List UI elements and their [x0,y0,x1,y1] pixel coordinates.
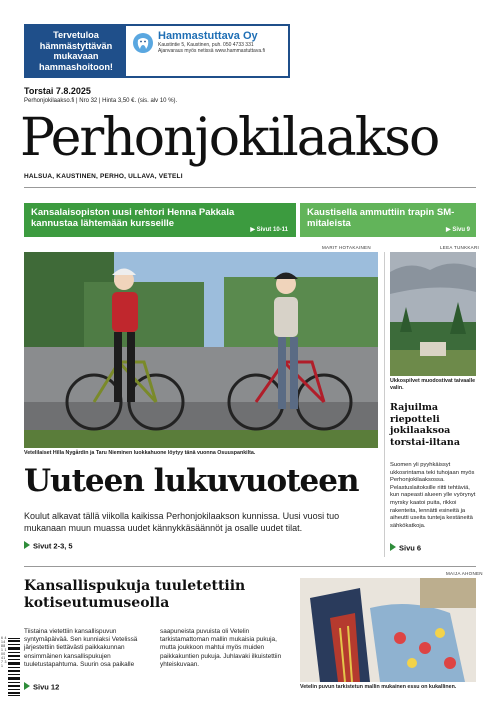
arrow-icon [24,541,30,549]
newspaper-title[interactable]: Perhonjokilaakso [20,108,439,168]
teaser-title: Kansalaisopiston uusi rehtori Henna Pakkala kannustaa lähtemään kursseille [31,207,235,229]
teaser-box[interactable] [300,203,476,237]
ad-booking: Ajanvaraus myös netissä www.hammastuttava.fi [158,48,265,54]
storm-illustration [390,252,476,376]
section-divider [24,566,476,567]
bottom-column-1: Tiistaina vietettiin kansallispuvun syntymäpäivää. Sen kunniaksi Vetelissä järjestettiin tiettävästi paikkakunnan ensimmäinen kansallispukujen tuuletustapahtuma. Suurin osa paikalle [24,628,138,668]
arrow-icon [390,543,396,551]
costume-photo-caption: Vetelin puvun tarkistetun mallin mukainen essu on kukallinen. [300,684,457,690]
bottom-column-2: saapuneista puvuista oli Vetelin tarkistamattoman mallin mukaisia pukuja, mutta joukkoon mahtui myös muiden paikkakuntien pukuja. Juhlavaki ilkuistettiin yhteiskuvaan. [160,628,282,668]
lead-headline[interactable]: Uuteen lukuvuoteen [24,463,359,499]
arrow-icon [24,682,30,690]
barcode-number: 6 414881 100417 31 [1,636,7,668]
issue-date: Torstai 7.8.2025 [24,86,91,96]
bottom-page-ref[interactable]: Sivu 12 [24,682,59,692]
side-body: Suomen yli pyyhkäissyt ukkosrintama teki tuhojaan myös Perhonjokilaaksossa. Pelastuslaitoksille riitti tehtäviä, kun napeasti alueen ylle vyörynyt myrsky kaatoi puita, rikkoi rakenteita, lennätti esineitä ja aiheutti useita tunteja kestäneitä sähkökatkoja. [390,462,476,529]
teaser-box[interactable] [24,203,296,237]
photo-credit: MAIJA AHONEN [446,571,483,576]
issue-meta: Perhonjokilaakso.fi | Nro 32 | Hinta 3,50 €. (sis. alv 10 %). [24,98,178,104]
costume-illustration [300,578,476,682]
storm-photo[interactable] [390,252,476,376]
costume-photo[interactable] [300,578,476,682]
lead-body: Koulut alkavat tällä viikolla kaikissa Perhonjokilaakson kunnissa. Uusi vuosi tuo mukanaan muun muassa uudet kännykkäsäännöt ja osalle uudet tilat. [24,511,340,533]
ad-details [126,26,288,76]
masthead-divider [24,187,476,188]
side-headline[interactable]: Rajuilma riepotteli jokilaaksoa torstai-iltana [390,402,460,448]
lead-page-ref[interactable]: Sivut 2-3, 5 [24,541,73,551]
teaser-ref: ▶ Sivu 9 [446,227,470,233]
ad-slogan: Tervetuloa hämmästyttävän mukavaan hammashoitoon! [26,26,126,76]
teaser-title: Kaustisella ammuttiin trapin SM-mitaleista [307,207,455,229]
ad-banner[interactable] [24,24,290,78]
ad-brand: Hammastuttava Oy [158,30,258,42]
tooth-icon [132,32,154,54]
ad-address: Kaustintie 5, Kaustinen, puh. 050 4733 331 [158,42,254,48]
column-divider [384,252,385,557]
bottom-headline[interactable]: Kansallispukuja tuuletettiin kotiseutumuseolla [24,578,246,611]
teaser-ref: ▶ Sivut 10-11 [250,227,288,233]
side-page-ref[interactable]: Sivu 6 [390,543,421,553]
storm-photo-caption: Ukkospilvet muodostivat taivaalle valin. [390,378,476,391]
main-photo-caption: Vetelilaiset Hilla Nygårdin ja Taru Nieminen luokkahuone löytyy tänä vuonna Osuuspankilta. [24,450,256,456]
cyclists-illustration [24,252,378,448]
photo-credit: MARIT HOTAKAINEN [322,245,371,250]
photo-credit: LEEA TUNKKARI [440,245,480,250]
barcode [8,638,20,696]
main-photo[interactable] [24,252,378,448]
coverage-areas: HALSUA, KAUSTINEN, PERHO, ULLAVA, VETELI [24,173,183,180]
